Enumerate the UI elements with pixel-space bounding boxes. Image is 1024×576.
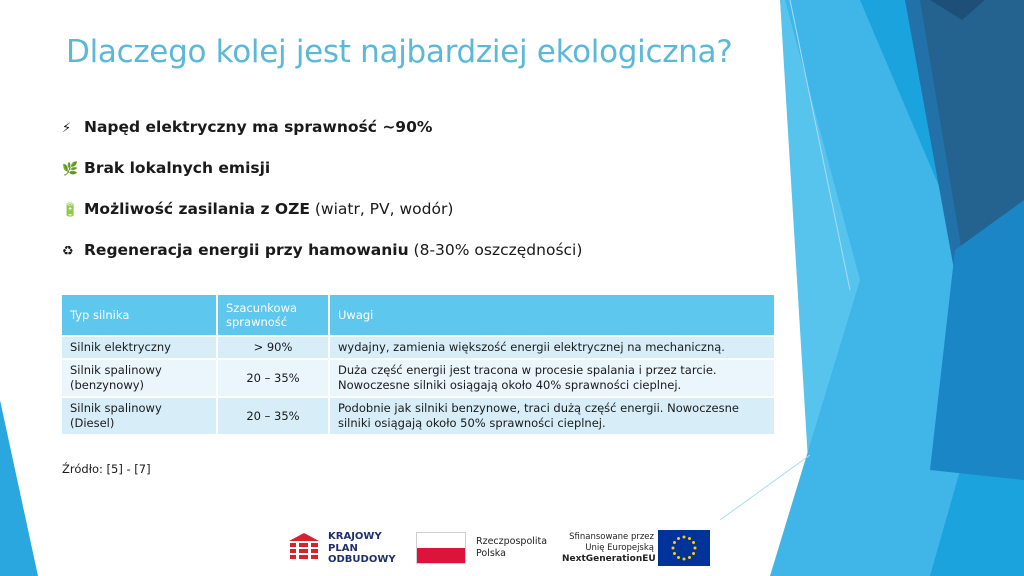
header-notes: Uwagi (329, 295, 775, 336)
eu-star (677, 556, 680, 559)
eu-star (672, 547, 675, 550)
rp-line: Rzeczpospolita (476, 536, 548, 547)
source-note: Źródło: [5] - [7] (62, 462, 151, 476)
rp-logo (416, 532, 556, 566)
eu-star (692, 541, 695, 544)
battery-icon: 🔋 (62, 203, 79, 218)
cell-efficiency: 20 – 35% (217, 359, 329, 397)
bullet-item (62, 196, 582, 237)
kpo-line: PLAN (328, 542, 358, 554)
kpo-emblem-icon (288, 532, 320, 564)
table-row (62, 359, 775, 397)
table-header-row (62, 295, 775, 336)
eu-star (688, 556, 691, 559)
eu-logo (562, 530, 716, 568)
bullet-bold: Napęd elektryczny ma sprawność ~90% (84, 118, 433, 136)
poland-flag-icon (416, 532, 466, 564)
eu-star (673, 541, 676, 544)
slide-title: Dlaczego kolej jest najbardziej ekologiczna? (66, 34, 733, 70)
bullet-bold: Możliwość zasilania z OZE (84, 200, 310, 218)
rp-line: Polska (476, 548, 506, 559)
header-efficiency: Szacunkowa sprawność (217, 295, 329, 336)
bullet-bold: Regeneracja energii przy hamowaniu (84, 241, 409, 259)
cell-efficiency: > 90% (217, 336, 329, 359)
cell-efficiency: 20 – 35% (217, 397, 329, 434)
bullet-item (62, 237, 582, 278)
eu-line: NextGenerationEU (562, 554, 656, 564)
recycle-icon: ♻ (62, 244, 74, 259)
bullet-rest: (wiatr, PV, wodór) (309, 200, 454, 218)
eu-line: Sfinansowane przez (569, 532, 654, 542)
kpo-logo (288, 530, 408, 566)
eu-flag-icon (658, 530, 710, 566)
efficiency-table (62, 295, 776, 434)
bullet-rest: (8-30% oszczędności) (408, 241, 583, 259)
lightning-icon: ⚡ (62, 121, 72, 136)
cell-notes: Podobnie jak silniki benzynowe, traci dużą część energii. Nowoczesne silniki osiągają około 50% sprawności cieplnej. (329, 397, 775, 434)
rp-logo-text (476, 536, 547, 560)
cell-engine-type: Silnik elektryczny (62, 336, 217, 359)
bullet-list (62, 114, 582, 278)
kpo-line: KRAJOWY (328, 531, 382, 542)
eu-star (694, 547, 697, 550)
eu-star (683, 536, 686, 539)
eu-star (692, 552, 695, 555)
bullet-item (62, 155, 582, 196)
eu-line: Unię Europejską (585, 543, 654, 553)
eu-star (677, 537, 680, 540)
header-engine-type: Typ silnika (62, 295, 217, 336)
bullet-item (62, 114, 582, 155)
table-row (62, 336, 775, 359)
eu-star (673, 552, 676, 555)
eu-logo-text (562, 532, 654, 565)
eu-star (688, 537, 691, 540)
cell-notes: wydajny, zamienia większość energii elektrycznej na mechaniczną. (329, 336, 775, 359)
bullet-bold: Brak lokalnych emisji (84, 159, 271, 177)
cell-engine-type: Silnik spalinowy (Diesel) (62, 397, 217, 434)
cell-engine-type: Silnik spalinowy (benzynowy) (62, 359, 217, 397)
eu-star (683, 558, 686, 561)
kpo-line: ODBUDOWY (328, 554, 396, 565)
table-row (62, 397, 775, 434)
cell-notes: Duża część energii jest tracona w procesie spalania i przez tarcie. Nowoczesne silniki osiągają około 40% sprawności cieplnej. (329, 359, 775, 397)
leaf-icon: 🌿 (62, 162, 79, 177)
kpo-logo-text (328, 531, 396, 566)
